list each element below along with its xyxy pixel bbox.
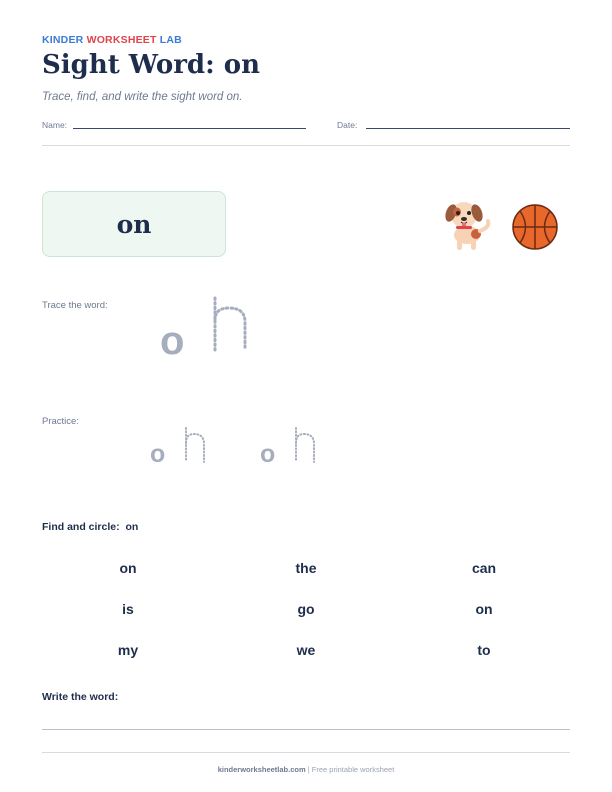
- sight-word: on: [116, 209, 152, 239]
- practice-word-2[interactable]: [258, 420, 320, 466]
- trace-word-area[interactable]: [155, 290, 265, 360]
- footer-separator: |: [305, 765, 312, 774]
- brand-part-lab: LAB: [159, 34, 182, 46]
- find-word[interactable]: can: [471, 560, 497, 576]
- date-field[interactable]: [366, 128, 570, 129]
- brand-part-worksheet: WORKSHEET: [86, 34, 157, 46]
- sight-word-box: [42, 191, 226, 257]
- practice-word-1[interactable]: [148, 420, 210, 466]
- find-word[interactable]: on: [475, 601, 493, 617]
- practice-letter-n-dotted: [296, 428, 314, 462]
- find-word[interactable]: my: [117, 642, 139, 658]
- find-word[interactable]: go: [297, 601, 315, 617]
- basketball-icon: [511, 203, 559, 251]
- find-heading: [42, 521, 138, 533]
- practice-label: Practice:: [42, 416, 79, 427]
- find-word[interactable]: we: [296, 642, 316, 658]
- find-word[interactable]: is: [122, 601, 134, 617]
- footer-site: kinderworksheetlab.com: [217, 765, 306, 774]
- page-subtitle: Trace, find, and write the sight word on.: [42, 91, 243, 103]
- brand-part-kinder: KINDER: [42, 34, 84, 46]
- trace-letter-n-dotted: [215, 298, 245, 350]
- footer-tagline: Free printable worksheet: [311, 765, 395, 774]
- write-heading: Write the word:: [42, 691, 119, 703]
- footer-divider: [42, 752, 570, 753]
- trace-label: Trace the word:: [42, 300, 108, 311]
- find-target-word: on: [125, 521, 139, 533]
- puppy-icon: [440, 197, 496, 253]
- practice-letter-o: o: [150, 440, 166, 466]
- practice-letter-n-dotted: [186, 428, 204, 462]
- practice-letter-o: o: [260, 440, 276, 466]
- find-word[interactable]: on: [119, 560, 137, 576]
- find-heading-label: Find and circle:: [42, 521, 120, 533]
- header-divider: [42, 145, 570, 146]
- footer: [0, 765, 612, 774]
- write-line[interactable]: [42, 729, 570, 730]
- date-label: Date:: [337, 120, 358, 130]
- find-word[interactable]: to: [477, 642, 491, 658]
- trace-letter-o: o: [160, 319, 185, 360]
- name-field[interactable]: [73, 128, 306, 129]
- page-title: Sight Word: on: [42, 50, 260, 80]
- find-word[interactable]: the: [295, 560, 317, 576]
- name-label: Name:: [42, 120, 68, 130]
- brand-logo: [42, 34, 182, 46]
